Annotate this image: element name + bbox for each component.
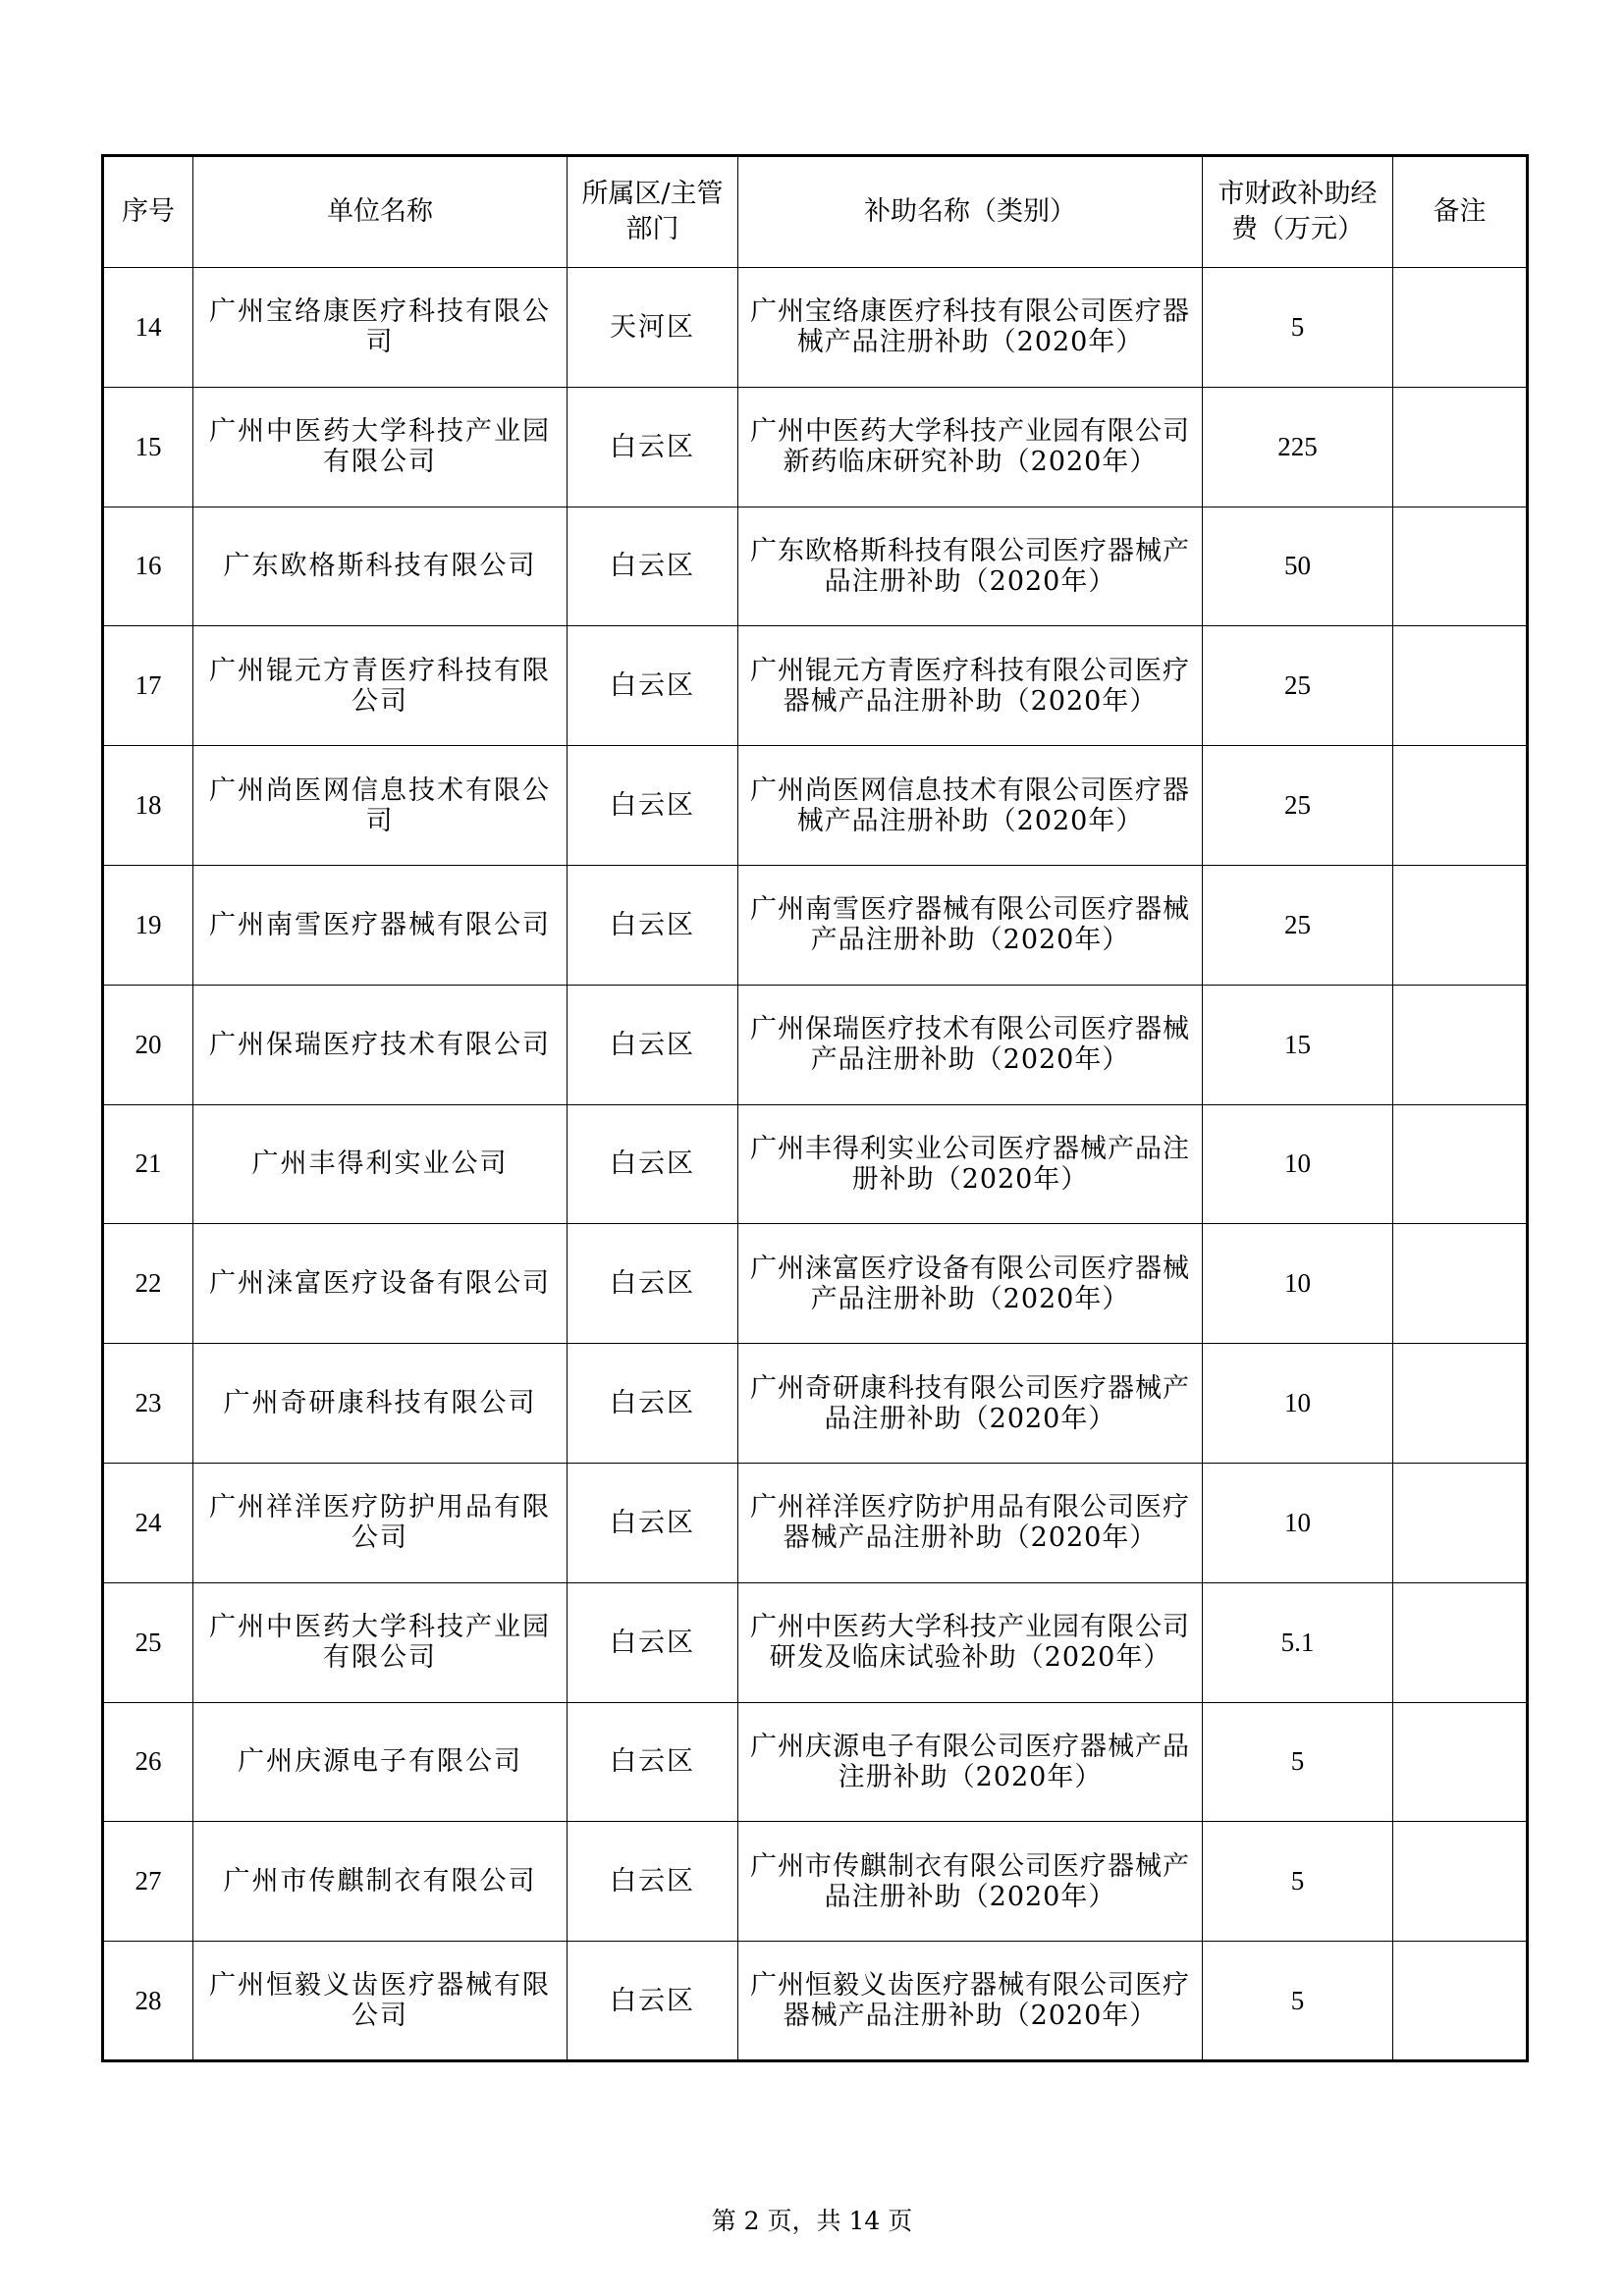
cell-amount: 225 (1203, 387, 1393, 507)
table-row (103, 1822, 1528, 1942)
cell-district: 白云区 (568, 985, 738, 1104)
header-grant-name: 补助名称（类别） (738, 156, 1203, 268)
cell-seq: 19 (103, 865, 193, 985)
cell-district: 白云区 (568, 1822, 738, 1942)
cell-unit-name: 广州庆源电子有限公司 (193, 1702, 568, 1822)
table-body (103, 268, 1528, 2061)
cell-amount: 15 (1203, 985, 1393, 1104)
table-row (103, 1463, 1528, 1582)
cell-unit-name: 广州丰得利实业公司 (193, 1104, 568, 1224)
cell-note (1393, 1224, 1528, 1344)
cell-seq: 25 (103, 1582, 193, 1702)
cell-seq: 18 (103, 746, 193, 866)
cell-amount: 10 (1203, 1104, 1393, 1224)
cell-amount: 25 (1203, 865, 1393, 985)
table-row (103, 387, 1528, 507)
cell-district: 白云区 (568, 746, 738, 866)
cell-unit-name: 广州尚医网信息技术有限公司 (193, 746, 568, 866)
table-header-row (103, 156, 1528, 268)
cell-seq: 21 (103, 1104, 193, 1224)
table-row (103, 865, 1528, 985)
cell-note (1393, 1104, 1528, 1224)
subsidy-table (101, 154, 1529, 2062)
cell-note (1393, 1942, 1528, 2061)
page-number: 第 2 页，共 14 页 (711, 2207, 913, 2235)
table-row (103, 626, 1528, 746)
header-seq: 序号 (103, 156, 193, 268)
cell-amount: 10 (1203, 1463, 1393, 1582)
cell-unit-name: 广州祥洋医疗防护用品有限公司 (193, 1463, 568, 1582)
cell-amount: 25 (1203, 626, 1393, 746)
cell-grant-name: 广州恒毅义齿医疗器械有限公司医疗器械产品注册补助（2020年） (738, 1942, 1203, 2061)
cell-district: 白云区 (568, 1344, 738, 1464)
cell-seq: 20 (103, 985, 193, 1104)
cell-unit-name: 广州恒毅义齿医疗器械有限公司 (193, 1942, 568, 2061)
table-row (103, 1104, 1528, 1224)
cell-unit-name: 广州中医药大学科技产业园有限公司 (193, 387, 568, 507)
table-row (103, 1224, 1528, 1344)
table-row (103, 746, 1528, 866)
cell-amount: 5 (1203, 1942, 1393, 2061)
cell-unit-name: 广州锟元方青医疗科技有限公司 (193, 626, 568, 746)
header-note: 备注 (1393, 156, 1528, 268)
cell-unit-name: 广州南雪医疗器械有限公司 (193, 865, 568, 985)
cell-seq: 28 (103, 1942, 193, 2061)
cell-note (1393, 268, 1528, 388)
cell-amount: 10 (1203, 1224, 1393, 1344)
cell-unit-name: 广州中医药大学科技产业园有限公司 (193, 1582, 568, 1702)
cell-grant-name: 广东欧格斯科技有限公司医疗器械产品注册补助（2020年） (738, 507, 1203, 626)
cell-seq: 24 (103, 1463, 193, 1582)
cell-district: 白云区 (568, 626, 738, 746)
cell-grant-name: 广州祥洋医疗防护用品有限公司医疗器械产品注册补助（2020年） (738, 1463, 1203, 1582)
cell-grant-name: 广州市传麒制衣有限公司医疗器械产品注册补助（2020年） (738, 1822, 1203, 1942)
cell-unit-name: 广州涞富医疗设备有限公司 (193, 1224, 568, 1344)
cell-note (1393, 746, 1528, 866)
cell-seq: 26 (103, 1702, 193, 1822)
cell-grant-name: 广州涞富医疗设备有限公司医疗器械产品注册补助（2020年） (738, 1224, 1203, 1344)
cell-grant-name: 广州保瑞医疗技术有限公司医疗器械产品注册补助（2020年） (738, 985, 1203, 1104)
header-amount: 市财政补助经费（万元） (1203, 156, 1393, 268)
cell-note (1393, 1344, 1528, 1464)
cell-note (1393, 985, 1528, 1104)
cell-amount: 25 (1203, 746, 1393, 866)
cell-district: 白云区 (568, 507, 738, 626)
cell-seq: 16 (103, 507, 193, 626)
cell-unit-name: 广州奇研康科技有限公司 (193, 1344, 568, 1464)
cell-amount: 10 (1203, 1344, 1393, 1464)
cell-grant-name: 广州中医药大学科技产业园有限公司新药临床研究补助（2020年） (738, 387, 1203, 507)
cell-grant-name: 广州南雪医疗器械有限公司医疗器械产品注册补助（2020年） (738, 865, 1203, 985)
cell-district: 白云区 (568, 1463, 738, 1582)
cell-grant-name: 广州丰得利实业公司医疗器械产品注册补助（2020年） (738, 1104, 1203, 1224)
cell-district: 白云区 (568, 387, 738, 507)
cell-grant-name: 广州尚医网信息技术有限公司医疗器械产品注册补助（2020年） (738, 746, 1203, 866)
cell-district: 白云区 (568, 1104, 738, 1224)
cell-seq: 17 (103, 626, 193, 746)
cell-note (1393, 507, 1528, 626)
table-row (103, 1942, 1528, 2061)
cell-seq: 23 (103, 1344, 193, 1464)
cell-seq: 27 (103, 1822, 193, 1942)
table-row (103, 1702, 1528, 1822)
cell-grant-name: 广州中医药大学科技产业园有限公司研发及临床试验补助（2020年） (738, 1582, 1203, 1702)
cell-seq: 14 (103, 268, 193, 388)
cell-unit-name: 广州保瑞医疗技术有限公司 (193, 985, 568, 1104)
cell-district: 白云区 (568, 1702, 738, 1822)
cell-grant-name: 广州锟元方青医疗科技有限公司医疗器械产品注册补助（2020年） (738, 626, 1203, 746)
header-unit-name: 单位名称 (193, 156, 568, 268)
table-row (103, 1344, 1528, 1464)
cell-district: 白云区 (568, 1582, 738, 1702)
cell-grant-name: 广州庆源电子有限公司医疗器械产品注册补助（2020年） (738, 1702, 1203, 1822)
cell-seq: 22 (103, 1224, 193, 1344)
cell-unit-name: 广州宝络康医疗科技有限公司 (193, 268, 568, 388)
cell-note (1393, 1702, 1528, 1822)
cell-unit-name: 广东欧格斯科技有限公司 (193, 507, 568, 626)
table-row (103, 1582, 1528, 1702)
cell-district: 白云区 (568, 1224, 738, 1344)
cell-note (1393, 865, 1528, 985)
cell-seq: 15 (103, 387, 193, 507)
cell-amount: 5.1 (1203, 1582, 1393, 1702)
cell-amount: 5 (1203, 1822, 1393, 1942)
cell-note (1393, 1582, 1528, 1702)
cell-amount: 5 (1203, 268, 1393, 388)
cell-note (1393, 1822, 1528, 1942)
header-district: 所属区/主管部门 (568, 156, 738, 268)
cell-district: 天河区 (568, 268, 738, 388)
cell-grant-name: 广州宝络康医疗科技有限公司医疗器械产品注册补助（2020年） (738, 268, 1203, 388)
table-row (103, 507, 1528, 626)
cell-amount: 5 (1203, 1702, 1393, 1822)
cell-grant-name: 广州奇研康科技有限公司医疗器械产品注册补助（2020年） (738, 1344, 1203, 1464)
cell-district: 白云区 (568, 1942, 738, 2061)
cell-amount: 50 (1203, 507, 1393, 626)
cell-note (1393, 1463, 1528, 1582)
cell-district: 白云区 (568, 865, 738, 985)
cell-unit-name: 广州市传麒制衣有限公司 (193, 1822, 568, 1942)
cell-note (1393, 387, 1528, 507)
table-row (103, 268, 1528, 388)
table-row (103, 985, 1528, 1104)
cell-note (1393, 626, 1528, 746)
